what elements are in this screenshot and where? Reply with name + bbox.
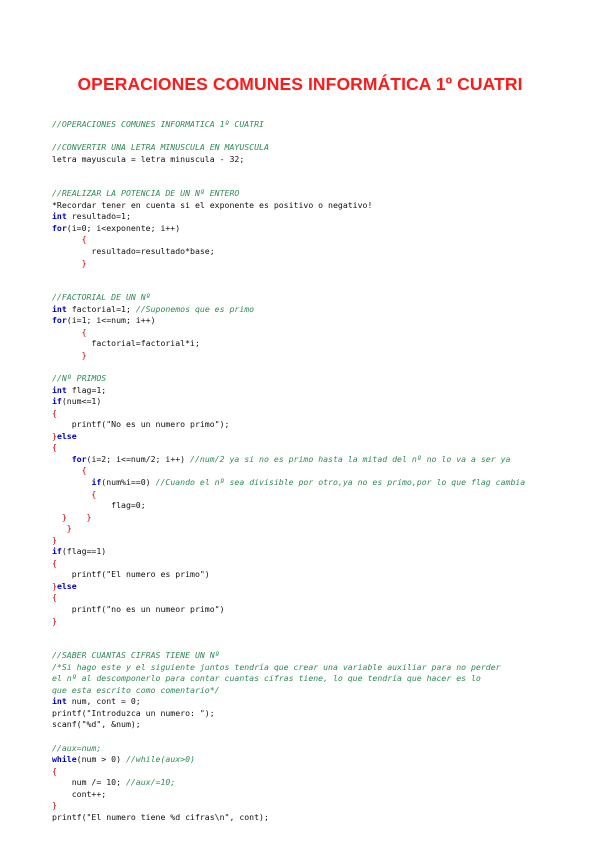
code-line: { (52, 765, 57, 776)
code-line: //Nº PRIMOS (52, 373, 107, 384)
code-line: { (52, 592, 57, 603)
code-line: que esta escrito como comentario*/ (52, 684, 220, 695)
code-line (52, 131, 592, 143)
code-line: } (52, 615, 57, 626)
code-line: }else (52, 430, 77, 441)
code-line: printf("El numero tiene %d cifras\n", cont); (52, 811, 269, 822)
document-title: OPERACIONES COMUNES INFORMÁTICA 1º CUATRI (77, 74, 523, 94)
code-line: letra mayuscula = letra minuscula - 32; (52, 153, 245, 164)
code-line: printf("El numero es primo") (52, 569, 210, 580)
code-line: scanf("%d", &num); (52, 719, 141, 730)
code-line: //CONVERTIR UNA LETRA MINUSCULA EN MAYUSCULA (52, 142, 269, 153)
code-line: { (52, 326, 87, 337)
code-line: for(i=1; i<=num; i++) (52, 315, 156, 326)
code-line: int resultado=1; (52, 211, 131, 222)
code-line: //OPERACIONES COMUNES INFORMATICA 1º CUATRI (52, 119, 264, 129)
code-line (52, 269, 592, 281)
code-line: //SABER CUANTAS CIFRAS TIENE UN Nº (52, 650, 220, 661)
code-line: int factorial=1; //Suponemos que es primo (52, 303, 255, 314)
code-line: while(num > 0) //while(aux>0) (52, 754, 195, 765)
code-line (52, 361, 592, 373)
code-line: }else (52, 580, 77, 591)
code-line: *Recordar tener en cuenta si el exponente es positivo o negativo! (52, 199, 373, 210)
code-line: for(i=2; i<=num/2; i++) //num/2 ya si no es primo hasta la mitad del nº no lo va a ser ya (71, 453, 511, 464)
code-line: } (52, 523, 72, 534)
code-line: { (52, 488, 97, 499)
code-line (52, 731, 592, 743)
code-line: printf("no es un numeor primo") (52, 603, 225, 614)
code-line: flag=0; (52, 500, 146, 511)
code-line: { (52, 442, 57, 453)
code-line (52, 639, 592, 651)
code-line: int flag=1; (52, 384, 107, 395)
code-line: if(num%i==0) //Cuando el nº sea divisible por otro,ya no es primo,por lo que flag cambia (91, 476, 526, 487)
code-line: for(i=0; i<exponente; i++) (52, 222, 181, 233)
code-line: //REALIZAR LA POTENCIA DE UN Nº ENTERO (52, 188, 240, 199)
code-line: } (52, 257, 87, 268)
code-line: { (52, 557, 57, 568)
code-line (52, 165, 592, 177)
code-line: { (52, 234, 87, 245)
code-line: } (52, 349, 87, 360)
code-line: } (52, 534, 57, 545)
code-line (52, 627, 592, 639)
code-line: } } (52, 511, 92, 522)
code-line: //aux=num; (52, 742, 102, 753)
code-line: { (52, 465, 87, 476)
code-line: } (52, 800, 57, 811)
code-line: int num, cont = 0; (52, 696, 141, 707)
code-line: if(flag==1) (52, 546, 107, 557)
code-line: //FACTORIAL DE UN Nº (52, 292, 151, 303)
code-line: if(num<=1) (52, 396, 102, 407)
code-line: printf("Introduzca un numero: "); (52, 707, 215, 718)
code-line: printf("No es un numero primo"); (52, 419, 230, 430)
code-line: el nº al descomponerlo para contar cuantas cifras tiene, lo que tendría que hacer es lo (52, 673, 481, 684)
code-block (52, 119, 592, 823)
code-line (52, 281, 592, 293)
code-line: { (52, 407, 57, 418)
code-line: factorial=factorial*i; (52, 338, 200, 349)
code-line: cont++; (52, 788, 107, 799)
code-line (52, 177, 592, 189)
code-line: num /= 10; //aux/=10; (52, 777, 176, 788)
code-line: resultado=resultado*base; (52, 246, 215, 257)
code-line: /*Si hago este y el siguiente juntos tendría que crear una variable auxiliar para no perder (52, 661, 501, 672)
